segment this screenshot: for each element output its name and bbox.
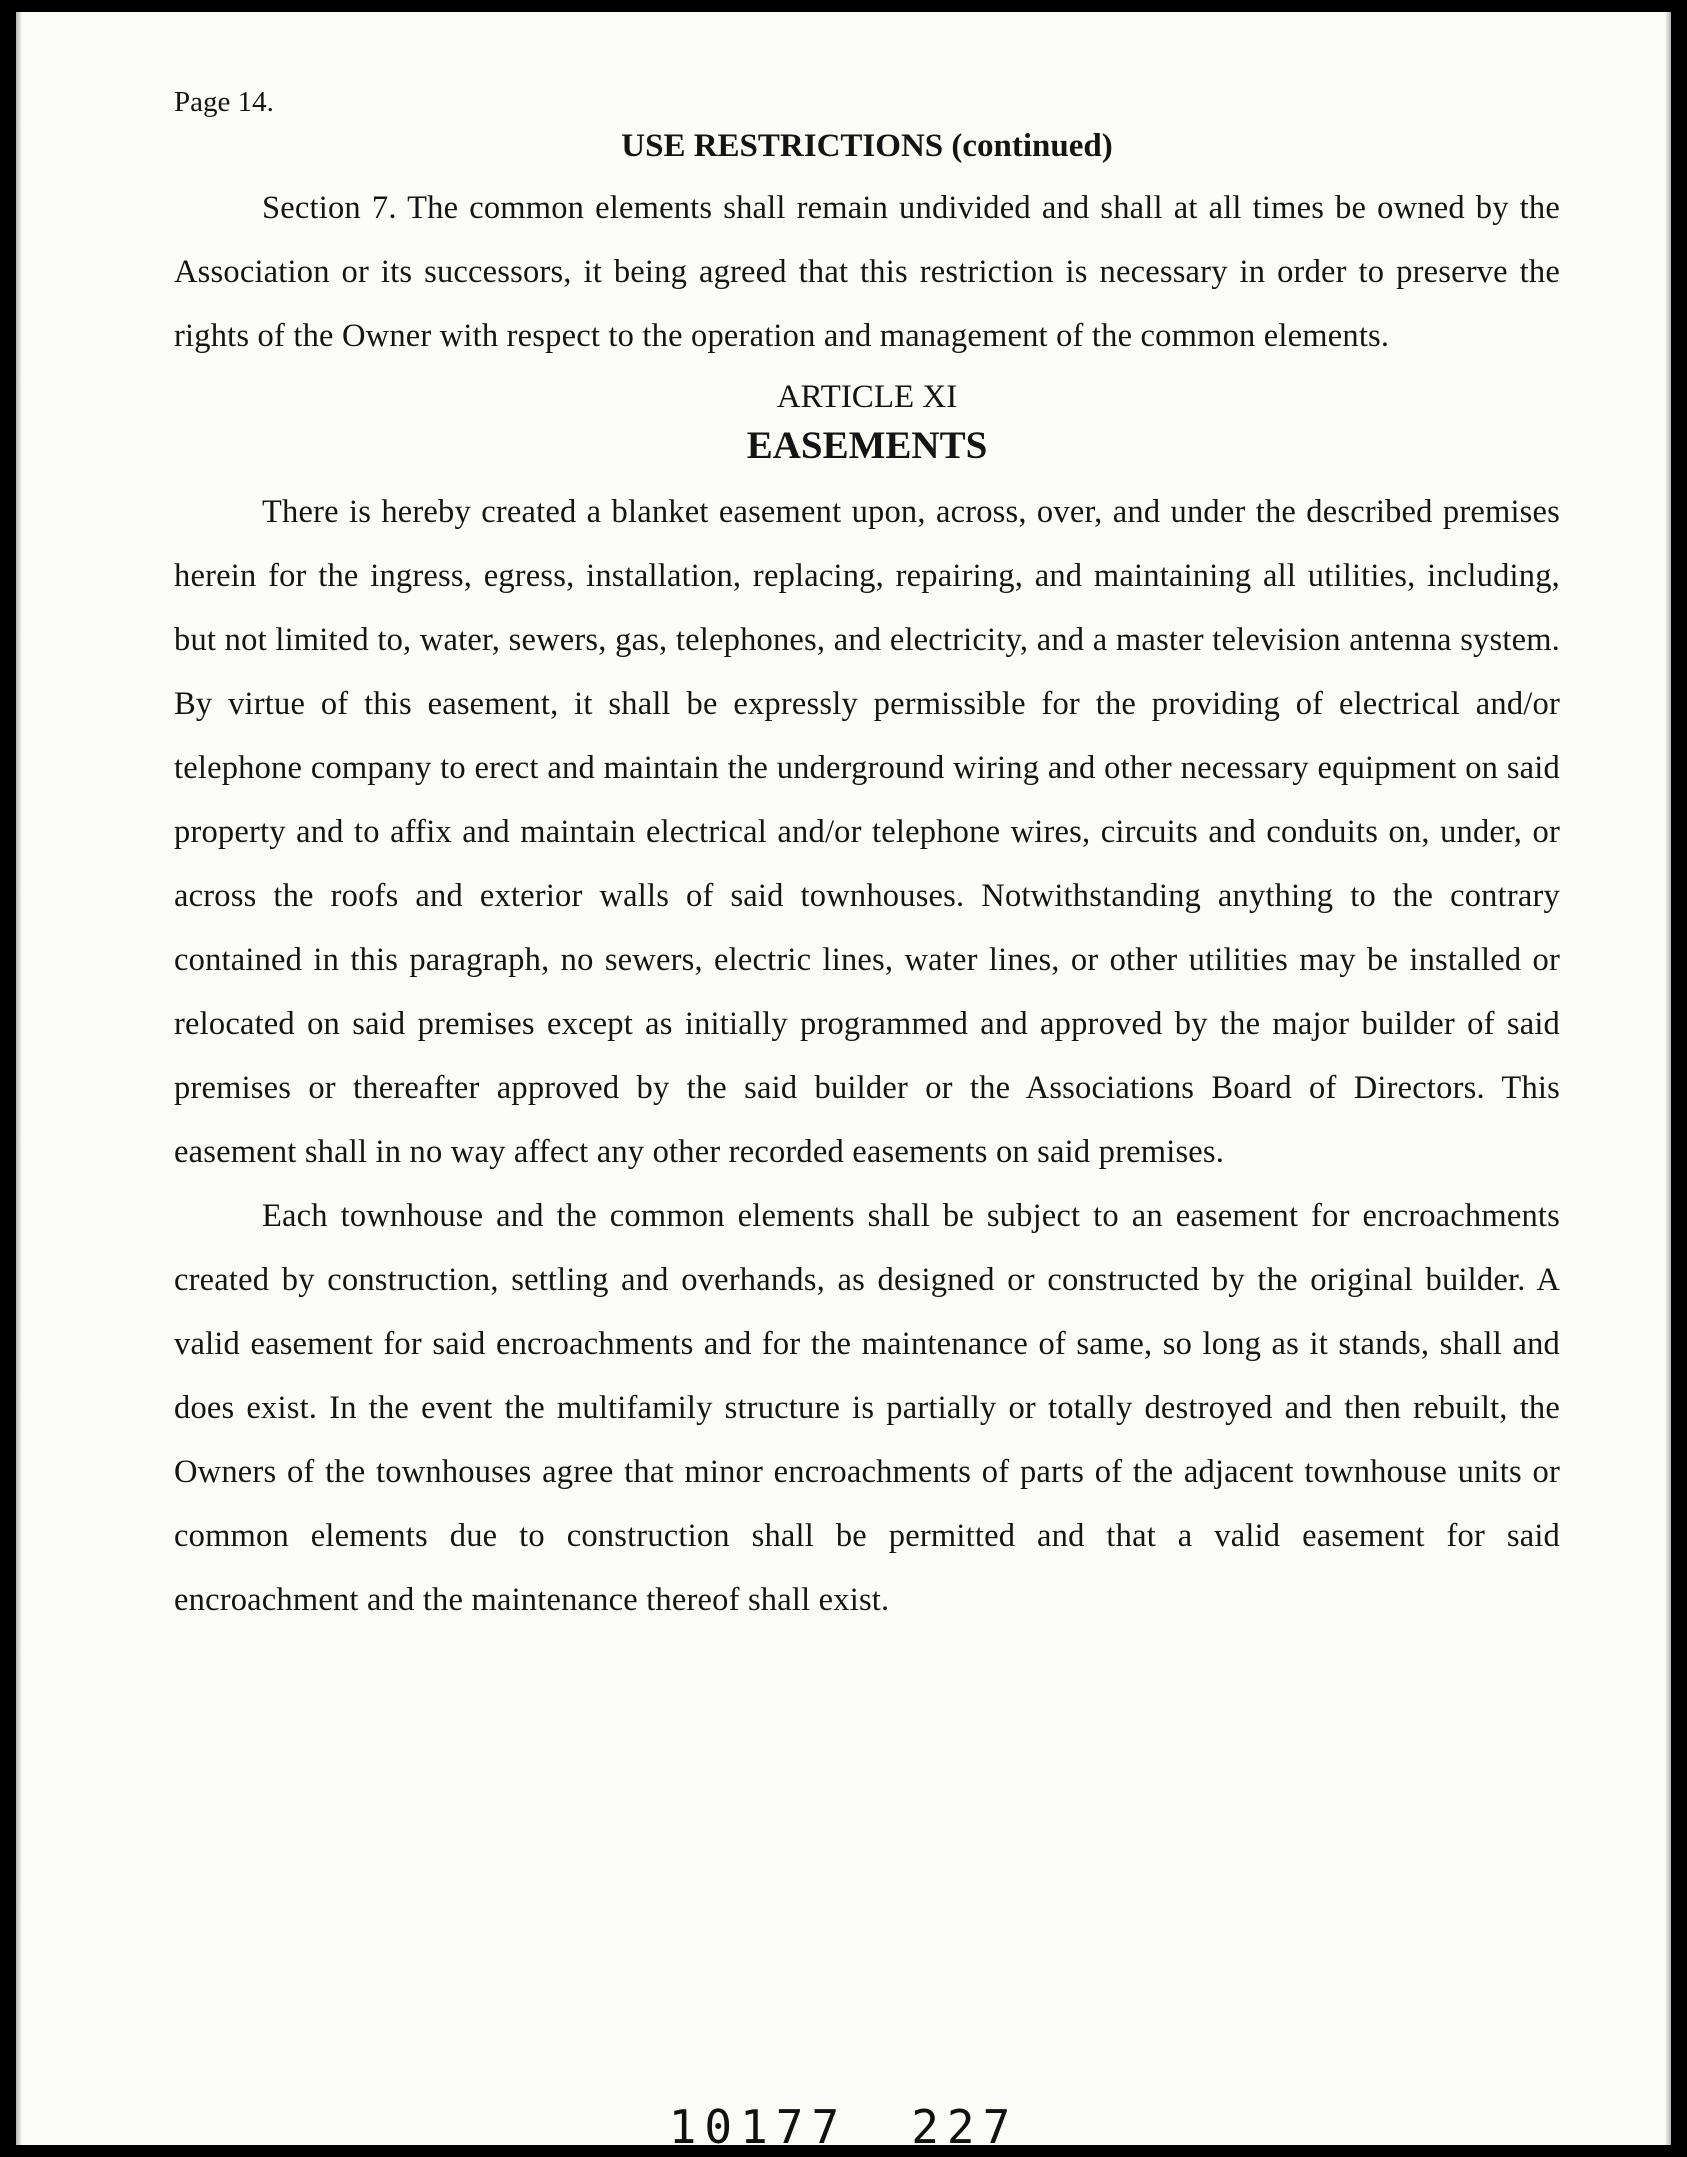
recording-page: 227 — [911, 2100, 1019, 2145]
section7-paragraph: Section 7. The common elements shall remain undivided and shall at all times be owned by the Association or its successors, it being agreed that this restriction is necessary in order to preserve the rights of the Owner with respect to the operation and management of the common elements. — [174, 190, 1560, 354]
scan-edge-left — [16, 12, 22, 2145]
article-subtitle: EASEMENTS — [746, 424, 988, 467]
recording-book: 10177 — [668, 2100, 848, 2145]
page-label: Page 14. — [174, 86, 274, 118]
easement-paragraph-1: There is hereby created a blanket easement upon, across, over, and under the described premises herein for the ingress, egress, installation, replacing, repairing, and maintaining all utilities, including, but not limited to, water, sewers, gas, telephones, and electricity, and a master television antenna system. By virtue of this easement, it shall be expressly permissible for the providing of electrical and/or telephone company to erect and maintain the underground wiring and other necessary equipment on said property and to affix and maintain electrical and/or telephone wires, circuits and conduits on, under, or across the roofs and exterior walls of said townhouses. Notwithstanding anything to the contrary contained in this paragraph, no sewers, electric lines, water lines, or other utilities may be installed or relocated on said premises except as initially programmed and approved by the major builder of said premises or thereafter approved by the said builder or the Associations Board of Directors. This easement shall in no way affect any other recorded easements on said premises. — [174, 494, 1560, 1170]
recording-number — [16, 2100, 1671, 2145]
easement-paragraph-2: Each townhouse and the common elements shall be subject to an easement for encroachments created by construction, settling and overhands, as designed or constructed by the original builder. A valid easement for said encroachments and for the maintenance of same, so long as it stands, shall and does exist. In the event the multifamily structure is partially or totally destroyed and then rebuilt, the Owners of the townhouses agree that minor encroachments of parts of the adjacent townhouse units or common elements due to construction shall be permitted and that a valid easement for said encroachment and the maintenance thereof shall exist. — [174, 1198, 1560, 1618]
document-page — [16, 12, 1671, 2145]
article-title: ARTICLE XI — [776, 379, 958, 415]
section-heading: USE RESTRICTIONS (continued) — [621, 128, 1113, 164]
document-body — [174, 80, 1560, 1632]
scan-edge-right — [1665, 12, 1671, 2145]
